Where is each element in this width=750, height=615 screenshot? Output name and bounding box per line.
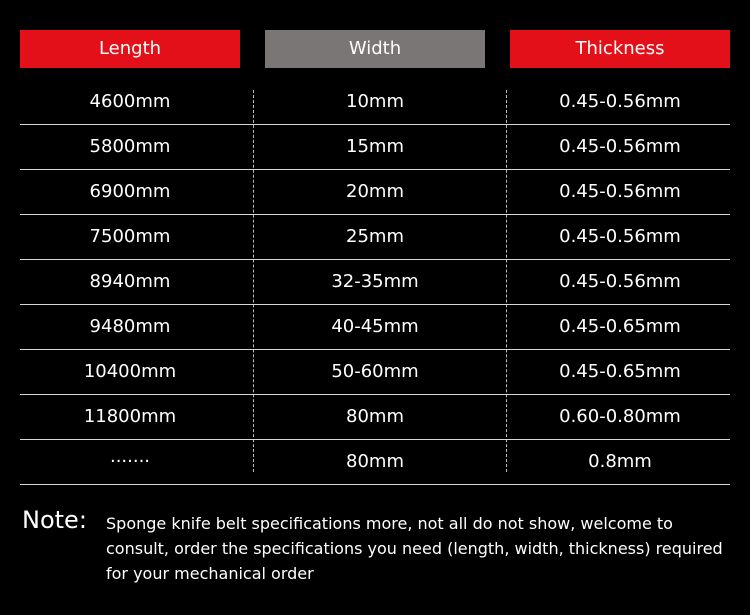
table-row [20,305,730,350]
specifications-table [20,80,730,485]
cell-thickness: 0.45-0.56mm [559,136,681,157]
cell-width: 40-45mm [331,316,419,337]
table-row [20,350,730,395]
cell-length: 11800mm [83,406,177,427]
cell-length: 8940mm [89,271,171,292]
table-row [20,215,730,260]
cell-thickness: 0.45-0.56mm [559,271,681,292]
header-length: Length [20,30,240,68]
cell-width: 80mm [346,451,404,472]
cell-length: 10400mm [83,361,177,382]
column-headers [0,30,750,68]
cell-thickness: 0.8mm [588,451,652,472]
cell-length: 5800mm [89,136,171,157]
table-row [20,260,730,305]
cell-width: 80mm [346,406,404,427]
header-thickness: Thickness [510,30,730,68]
table-row [20,440,730,485]
cell-length: 7500mm [89,226,171,247]
cell-length: 9480mm [89,316,171,337]
cell-length: 6900mm [89,181,171,202]
cell-thickness: 0.45-0.65mm [559,316,681,337]
cell-width: 10mm [346,91,404,112]
cell-thickness: 0.45-0.56mm [559,181,681,202]
cell-width: 50-60mm [331,361,419,382]
cell-width: 32-35mm [331,271,419,292]
cell-thickness: 0.45-0.65mm [559,361,681,382]
note-text: Sponge knife belt specifications more, not all do not show, welcome to consult, order the specifications you need (length, width, thickness) required for your mechanical order [106,514,723,583]
cell-length: 4600mm [89,91,171,112]
cell-width: 20mm [346,181,404,202]
header-width: Width [265,30,485,68]
table-row [20,80,730,125]
cell-width: 15mm [346,136,404,157]
cell-thickness: 0.45-0.56mm [559,226,681,247]
cell-thickness: 0.45-0.56mm [559,91,681,112]
table-row [20,125,730,170]
cell-thickness: 0.60-0.80mm [559,406,681,427]
cell-width: 25mm [346,226,404,247]
table-row [20,170,730,215]
cell-length: ······· [109,451,151,472]
note-label: Note: [22,506,87,534]
table-row [20,395,730,440]
